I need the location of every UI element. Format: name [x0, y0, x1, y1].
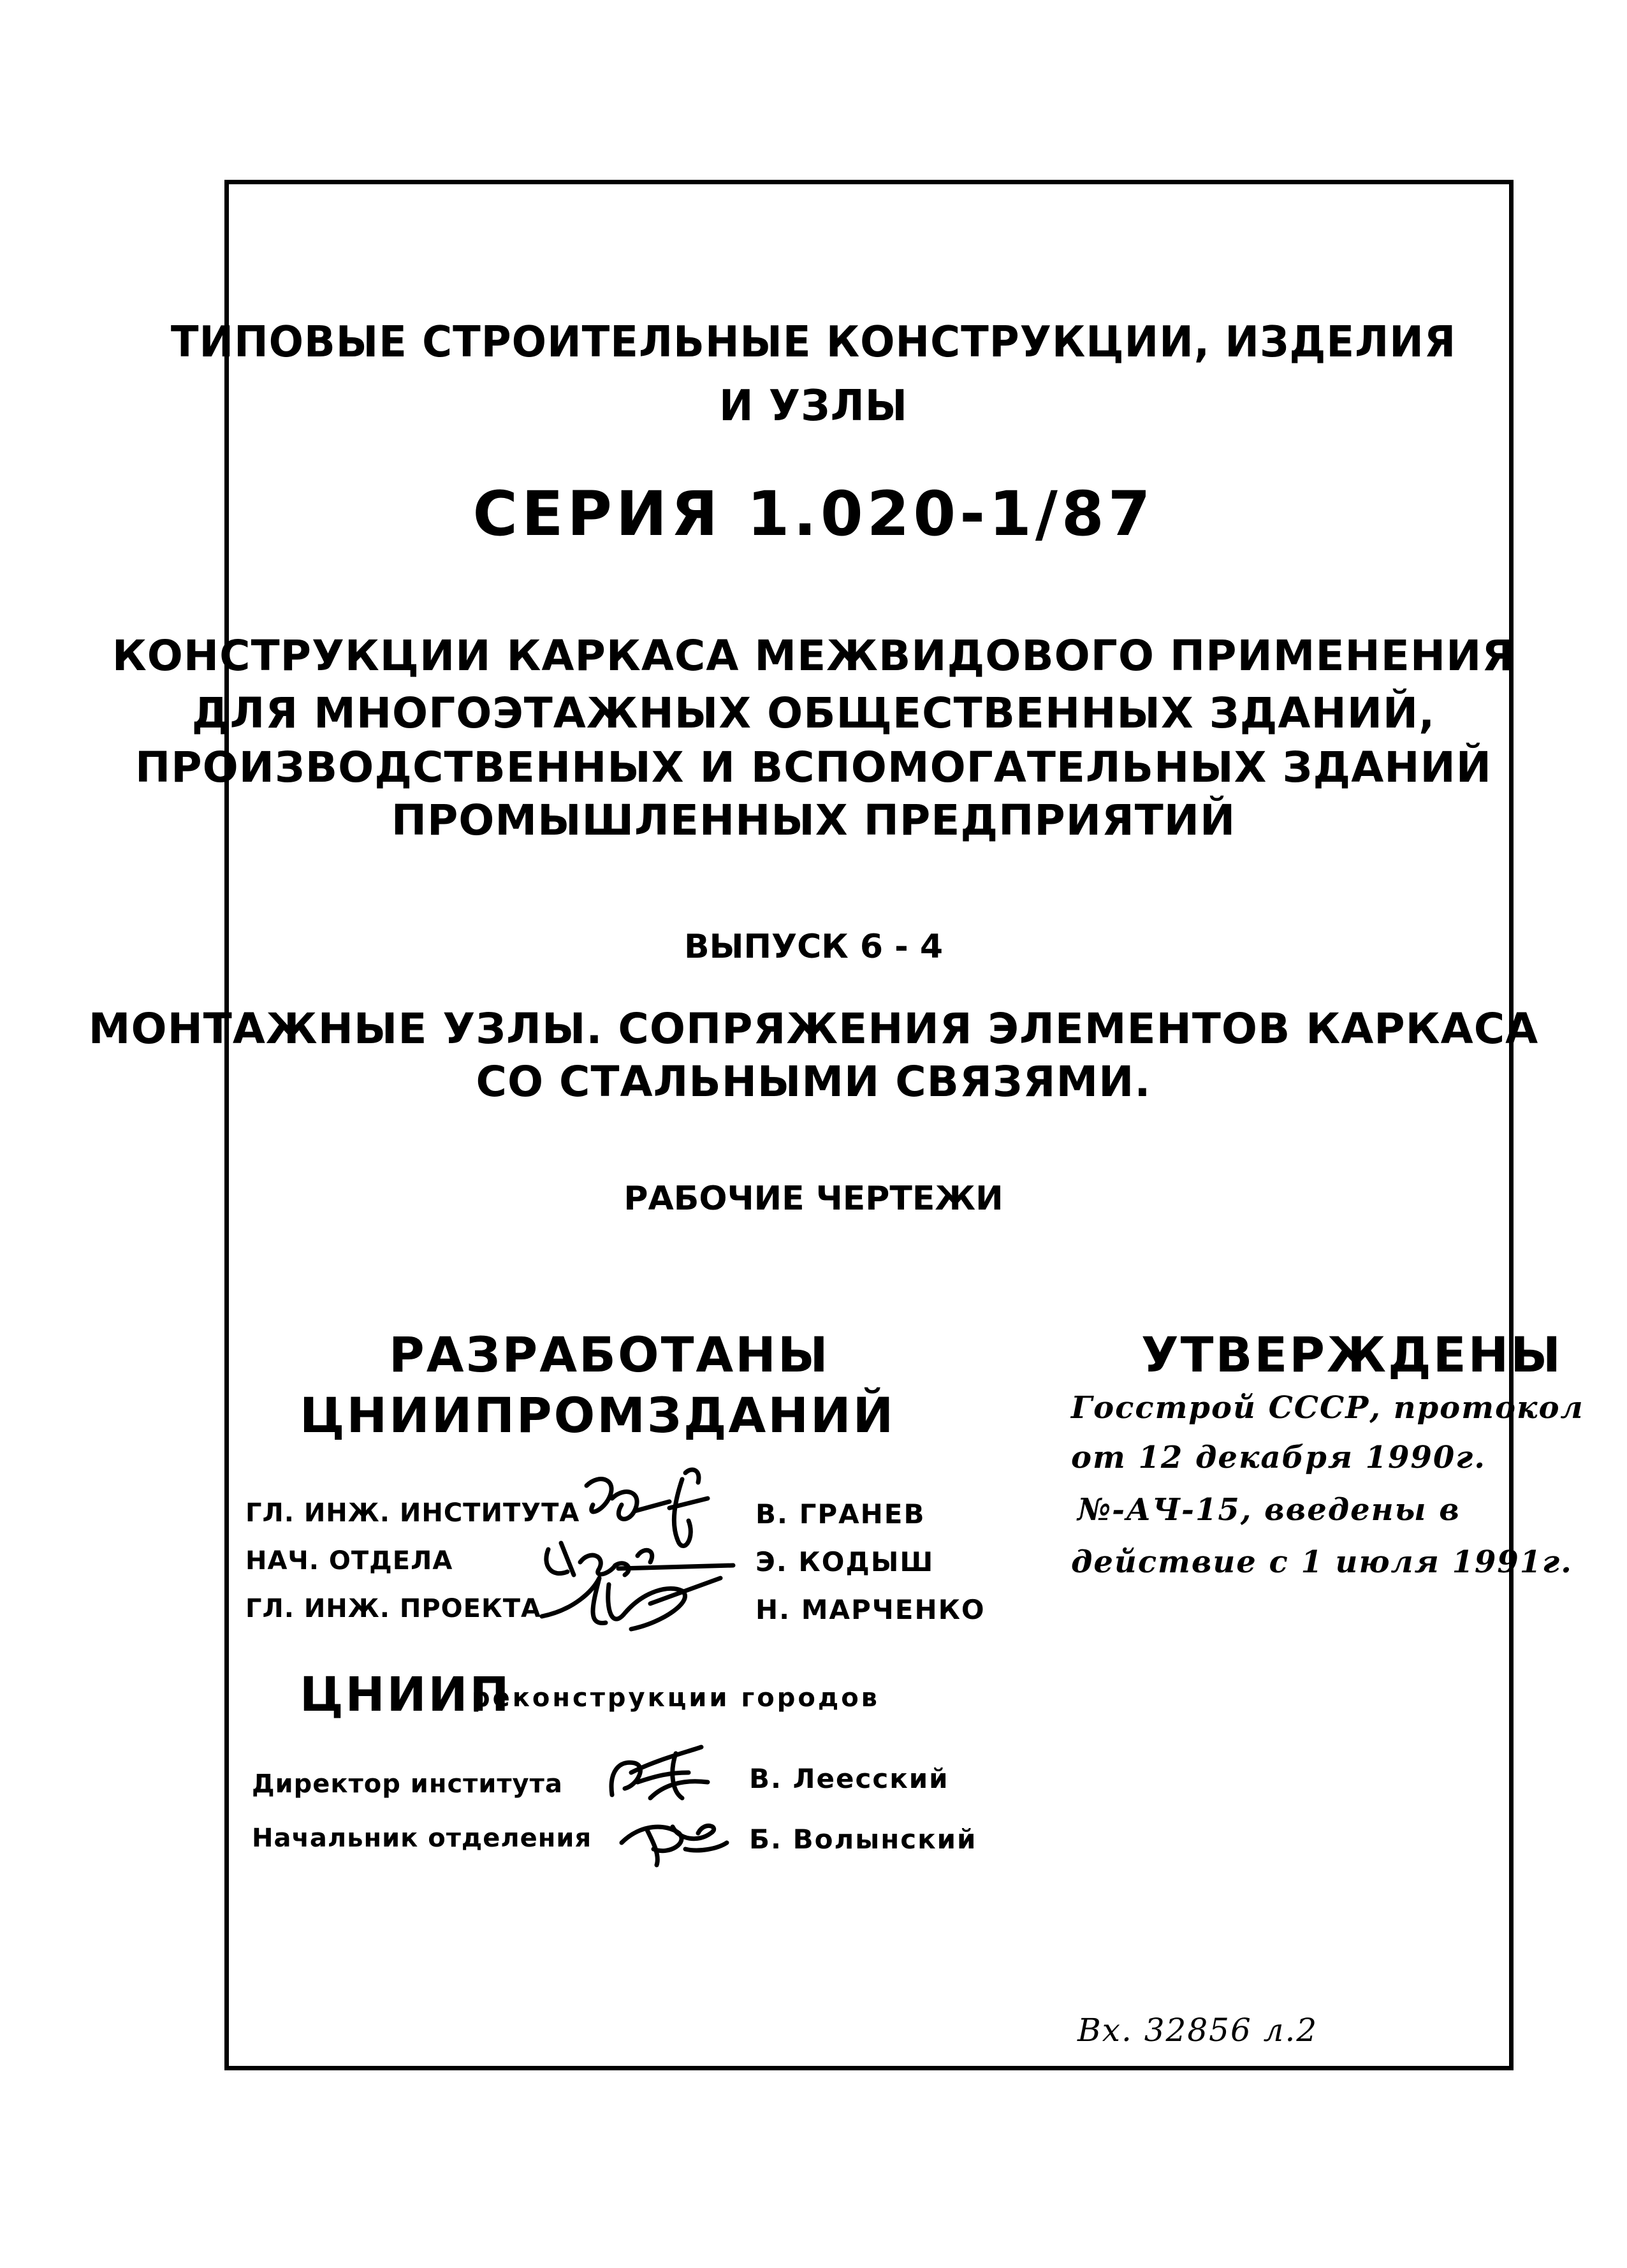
approved-line-4: действие с 1 июля 1991г. [1071, 1544, 1573, 1580]
issue-number: ВЫПУСК 6 - 4 [683, 928, 944, 966]
series-title: СЕРИЯ 1.020-1/87 [472, 478, 1155, 550]
second-signer-name-2: Б. Волынский [749, 1824, 977, 1855]
header-line-2: И УЗЛЫ [719, 381, 908, 431]
registration-stamp: Вх. 32856 л.2 [1077, 2012, 1318, 2049]
developed-heading: РАЗРАБОТАНЫ [389, 1326, 830, 1383]
title-line-2: ДЛЯ МНОГОЭТАЖНЫХ ОБЩЕСТВЕННЫХ ЗДАНИЙ, [191, 689, 1436, 738]
signer-name-1: В. ГРАНЕВ [755, 1498, 926, 1530]
title-line-1: КОНСТРУКЦИИ КАРКАСА МЕЖВИДОВОГО ПРИМЕНЕНИЯ [112, 631, 1515, 680]
signer-name-3: Н. МАРЧЕНКО [755, 1594, 986, 1625]
second-org-name: ЦНИИП [300, 1667, 511, 1722]
signature-volynskiy [609, 1804, 736, 1868]
signer-role-3: ГЛ. ИНЖ. ПРОЕКТА [245, 1594, 541, 1623]
signer-role-2: НАЧ. ОТДЕЛА [245, 1546, 453, 1576]
approved-heading: УТВЕРЖДЕНЫ [1141, 1326, 1563, 1383]
header-line-1: ТИПОВЫЕ СТРОИТЕЛЬНЫЕ КОНСТРУКЦИИ, ИЗДЕЛИЯ [170, 318, 1457, 367]
approved-line-2: от 12 декабря 1990г. [1071, 1440, 1486, 1475]
title-line-3: ПРОИЗВОДСТВЕННЫХ И ВСПОМОГАТЕЛЬНЫХ ЗДАНИЙ [135, 743, 1492, 792]
approved-line-3: №-АЧ-15, введены в [1077, 1492, 1461, 1528]
second-signer-role-1: Директор института [252, 1769, 563, 1799]
signature-leesskiy [599, 1734, 727, 1804]
subtitle-line-1: МОНТАЖНЫЕ УЗЛЫ. СОПРЯЖЕНИЯ ЭЛЕМЕНТОВ КАРКАСА [88, 1004, 1539, 1053]
approved-line-1: Госстрой СССР, протокол [1071, 1390, 1584, 1426]
second-signer-role-2: Начальник отделения [252, 1824, 592, 1853]
subtitle-line-2: СО СТАЛЬНЫМИ СВЯЗЯМИ. [476, 1057, 1151, 1106]
second-signer-name-1: В. Леесский [749, 1763, 949, 1794]
signer-name-2: Э. КОДЫШ [755, 1546, 935, 1577]
signer-role-1: ГЛ. ИНЖ. ИНСТИТУТА [245, 1498, 580, 1528]
title-line-4: ПРОМЫШЛЕННЫХ ПРЕДПРИЯТИЙ [391, 796, 1236, 845]
second-org-name-rest: реконструкции городов [472, 1683, 880, 1713]
document-type: РАБОЧИЕ ЧЕРТЕЖИ [624, 1180, 1003, 1218]
developed-org: ЦНИИПРОМЗДАНИЙ [300, 1387, 896, 1444]
signature-marchenko [536, 1565, 727, 1642]
